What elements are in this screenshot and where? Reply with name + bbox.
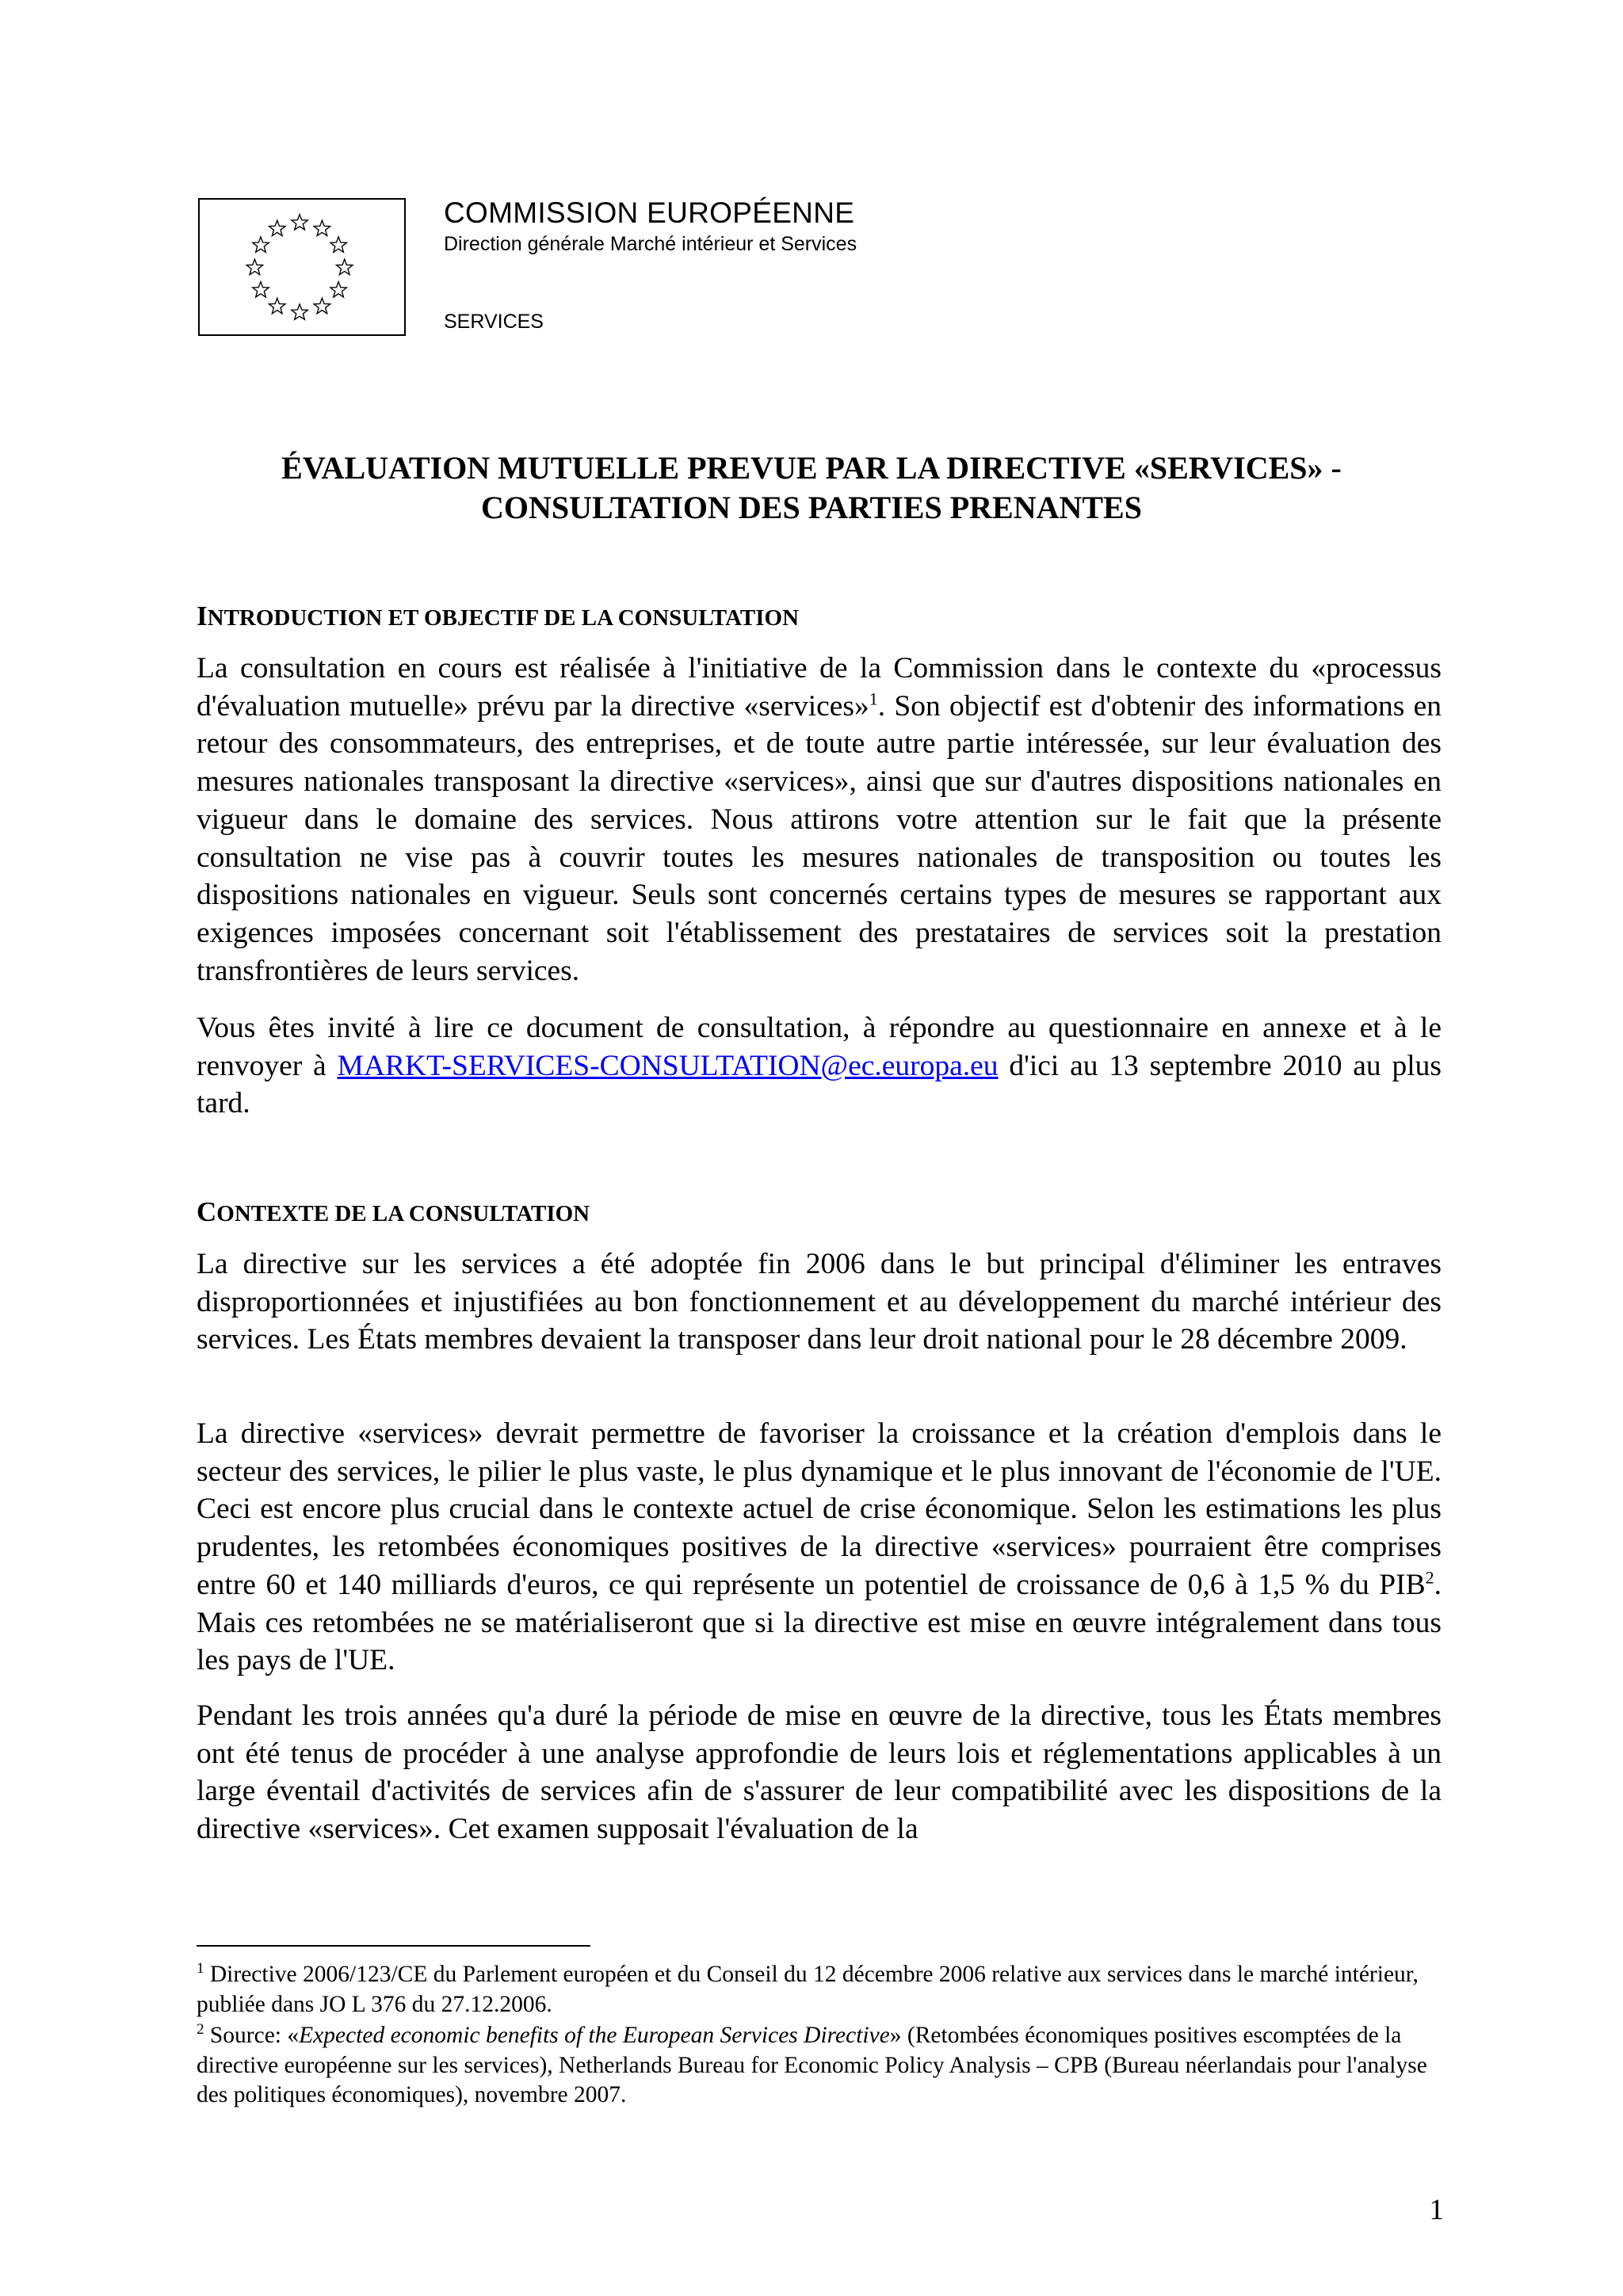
paragraph-text: d'ici au 13 septembre 2010 au plus tard. bbox=[197, 1049, 1442, 1120]
consultation-email-link[interactable]: MARKT-SERVICES-CONSULTATION@ec.europa.eu bbox=[337, 1049, 999, 1082]
footnote-ref-1[interactable]: 1 bbox=[869, 688, 878, 709]
paragraph-text: La consultation en cours est réalisée à l'initiative de la Commission dans le contexte du «processus d'évaluation mutuelle» prévu par la directive «services» bbox=[197, 652, 1442, 723]
footnote-text: Directive 2006/123/CE du Parlement européen et du Conseil du 12 décembre 2006 relative aux services dans le marché intérieur, publiée dans JO L 376 du 27.12.2006. bbox=[197, 1962, 1419, 2017]
organization-name: COMMISSION EUROPÉENNE bbox=[444, 196, 855, 229]
paragraph-text: . Son objectif est d'obtenir des informations en retour des consommateurs, des entreprises, et de toute autre partie intéressée, sur leur évaluation des mesures nationales transposant la directive «services», ainsi que sur d'autres dispositions nationales en vigueur dans le domaine des services. Nous attirons votre attention sur le fait que la présente consultation ne vise pas à couvrir toutes les mesures nationales de transposition ou toutes les dispositions nationales en vigueur. Seuls sont concernés certains types de mesures se rapportant aux exigences imposées concernant soit l'établissement des prestataires de services soit la prestation transfrontières de leurs services. bbox=[197, 689, 1442, 987]
paragraph-text: La directive «services» devrait permettre de favoriser la croissance et la création d'emplois dans le secteur des services, le pilier le plus vaste, le plus dynamique et le plus innovant de l'économie de l'UE. Ceci est encore plus crucial dans le contexte actuel de crise économique. Selon les estimations les plus prudentes, les retombées économiques positives de la directive «services» pourraient être comprises entre 60 et 140 milliards d'euros, ce qui représente un potentiel de croissance de 0,6 à 1,5 % du PIB bbox=[197, 1417, 1442, 1601]
page-number: 1 bbox=[1429, 2194, 1444, 2226]
star-icon bbox=[253, 282, 269, 297]
star-icon bbox=[314, 220, 330, 235]
footnote-source-title: Expected economic benefits of the European Services Directive bbox=[299, 2023, 890, 2048]
organization-block bbox=[444, 195, 857, 257]
paragraph-text: Vous êtes invité à lire ce document de consultation, à répondre au questionnaire en annexe et à le renvoyer à bbox=[197, 1012, 1442, 1082]
footnote-2 bbox=[197, 2021, 1442, 2111]
title-line-1: ÉVALUATION MUTUELLE PREVUE PAR LA DIRECTIVE «SERVICES» - bbox=[281, 450, 1342, 486]
footnote-separator bbox=[197, 1945, 590, 1947]
eu-flag-stars bbox=[200, 200, 404, 334]
star-icon bbox=[269, 298, 285, 313]
footnote-text: » (Retombées économiques positives escomptées de la directive européenne sur les services), Netherlands Bureau for Economic Policy Analysis – CPB (Bureau néerlandais pour l'analyse des politiques économiques), novembre 2007. bbox=[197, 2023, 1427, 2107]
star-icon bbox=[246, 259, 262, 274]
heading-rest: ONTEXTE DE LA CONSULTATION bbox=[216, 1201, 590, 1226]
star-icon bbox=[269, 220, 285, 235]
heading-rest: NTRODUCTION ET OBJECTIF DE LA CONSULTATION bbox=[207, 605, 800, 631]
star-icon bbox=[292, 215, 307, 230]
section-heading-context bbox=[197, 1196, 590, 1230]
star-icon bbox=[314, 298, 330, 313]
unit-label: SERVICES bbox=[444, 311, 544, 333]
paragraph-context-1: La directive sur les services a été adoptée fin 2006 dans le but principal d'éliminer les entraves disproportionnées et injustifiées au bon fonctionnement et au développement du marché intérieur des services. Les États membres devaient la transposer dans leur droit national pour le 28 décembre 2009. bbox=[197, 1248, 1442, 1356]
heading-initial: I bbox=[197, 601, 208, 631]
title-line-2: CONSULTATION DES PARTIES PRENANTES bbox=[481, 490, 1142, 525]
eu-stars-logo-icon bbox=[198, 198, 406, 336]
paragraph-text: . Mais ces retombées ne se matérialiseront que si la directive est mise en œuvre intégralement dans tous les pays de l'UE. bbox=[197, 1568, 1442, 1677]
footnote-number: 2 bbox=[197, 2021, 204, 2039]
paragraph-intro-1 bbox=[197, 650, 1442, 990]
heading-initial: C bbox=[197, 1196, 217, 1227]
document-title bbox=[143, 448, 1480, 528]
footnote-1 bbox=[197, 1960, 1442, 2019]
star-icon bbox=[337, 259, 353, 274]
footnote-text: Source: « bbox=[204, 2023, 300, 2048]
star-icon bbox=[330, 237, 346, 252]
section-heading-introduction bbox=[197, 601, 799, 634]
footnote-number: 1 bbox=[197, 1960, 204, 1978]
paragraph-context-3: Pendant les trois années qu'a duré la période de mise en œuvre de la directive, tous les États membres ont été tenus de procéder à une analyse approfondie de leurs lois et réglementations applicables à un large éventail d'activités de services afin de s'assurer de leur compatibilité avec les dispositions de la directive «services». Cet examen supposait l'évaluation de la bbox=[197, 1699, 1442, 1846]
star-icon bbox=[253, 237, 269, 252]
paragraph-intro-2 bbox=[197, 1009, 1442, 1123]
directorate-general: Direction générale Marché intérieur et Services bbox=[444, 233, 857, 255]
star-icon bbox=[330, 282, 346, 297]
paragraph-context-2 bbox=[197, 1415, 1442, 1680]
star-icon bbox=[292, 304, 307, 319]
footnote-ref-2[interactable]: 2 bbox=[1425, 1567, 1434, 1588]
